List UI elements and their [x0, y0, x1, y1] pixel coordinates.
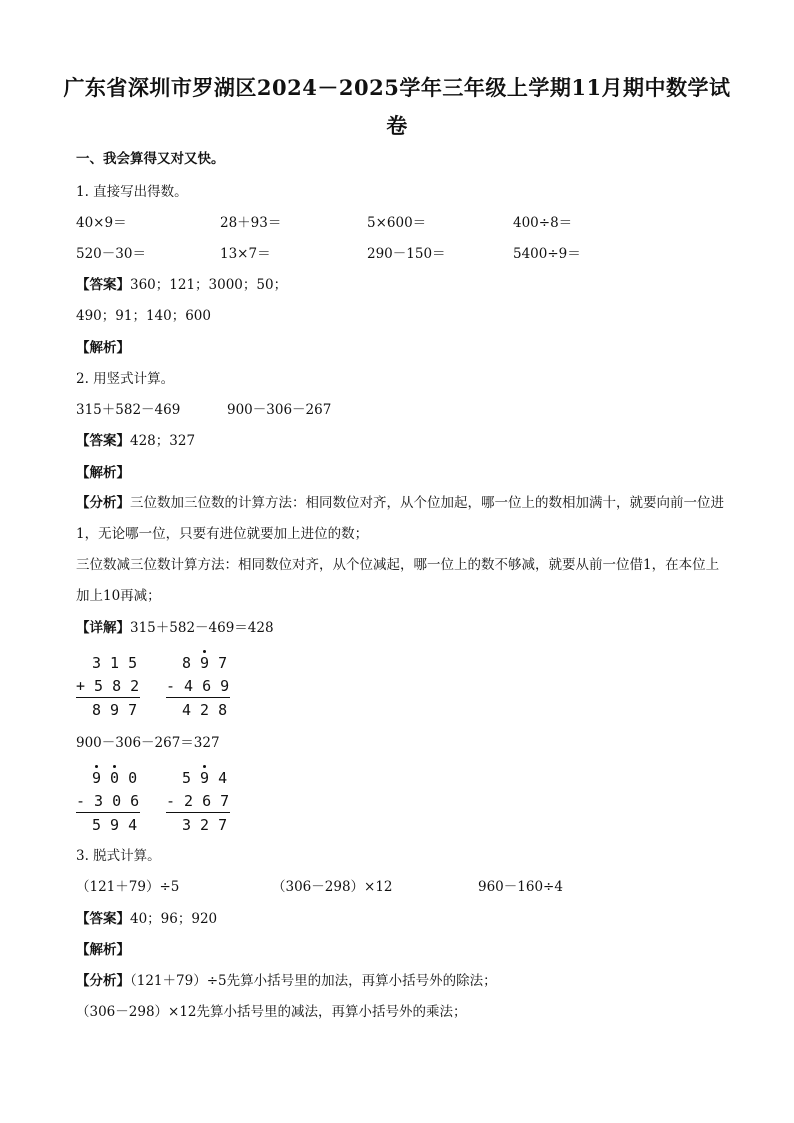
vertical-top-number: 5 9 4 [182, 769, 228, 787]
q1-answer [76, 275, 287, 295]
document-title-line2: 卷 [386, 113, 408, 138]
vertical-calculation [76, 653, 140, 719]
analysis-label: 【分析】 [76, 973, 130, 989]
q1-answer-line2: 490；91；140；600 [76, 308, 211, 324]
q3-expression: （306－298）×12 [272, 879, 393, 895]
vertical-top-number: 8 9 7 [182, 654, 228, 672]
q2-detail-2: 900－306－267＝327 [76, 735, 220, 751]
vertical-top-number: 9 0 0 [92, 769, 138, 787]
question-3-prompt: 3. 脱式计算。 [76, 848, 161, 864]
answer-text: 40；96；920 [130, 911, 218, 927]
vertical-operation-line: + 5 8 2 [76, 677, 140, 695]
q1-item: 5×600＝ [367, 215, 427, 231]
vertical-result: 5 9 4 [92, 816, 138, 834]
q1-item: 13×7＝ [220, 246, 271, 262]
q2-answer [76, 431, 195, 451]
vertical-rule [76, 697, 140, 698]
vertical-result: 4 2 8 [182, 701, 228, 719]
vertical-top-number: 3 1 5 [92, 654, 138, 672]
q1-item: 5400÷9＝ [513, 246, 581, 262]
q2-analysis-text-2: 三位数减三位数计算方法：相同数位对齐，从个位减起，哪一位上的数不够减，就要从前一位借1，在本位上加上10再减； [76, 557, 720, 604]
analysis-text: （121＋79）÷5先算小括号里的加法，再算小括号外的除法； [130, 973, 497, 989]
q3-analysis-line1 [76, 971, 497, 991]
q3-expression: （121＋79）÷5 [76, 879, 180, 895]
q1-item: 400÷8＝ [513, 215, 573, 231]
answer-text: 428；327 [130, 433, 196, 449]
document-title-line1: 广东省深圳市罗湖区2024－2025学年三年级上学期11月期中数学试 [63, 75, 731, 100]
q1-item: 40×9＝ [76, 215, 127, 231]
question-1-prompt: 1. 直接写出得数。 [76, 184, 188, 200]
question-2-prompt: 2. 用竖式计算。 [76, 371, 175, 387]
q1-item: 28＋93＝ [220, 215, 282, 231]
answer-label: 【答案】 [76, 911, 130, 927]
q3-answer [76, 909, 217, 929]
vertical-rule [166, 812, 230, 813]
vertical-calculation [166, 653, 230, 719]
answer-label: 【答案】 [76, 433, 130, 449]
vertical-calculation [76, 768, 140, 834]
q2-analysis-text [76, 488, 724, 550]
answer-text: 360；121；3000；50； [130, 277, 288, 293]
q1-analysis-label: 【解析】 [76, 340, 130, 356]
vertical-rule [166, 697, 230, 698]
vertical-calculation [166, 768, 230, 834]
analysis-label: 【分析】 [76, 495, 130, 511]
vertical-rule [76, 812, 140, 813]
vertical-operation-line: - 4 6 9 [166, 677, 230, 695]
vertical-result: 8 9 7 [92, 701, 138, 719]
section-heading: 一、我会算得又对又快。 [76, 151, 225, 167]
q3-analysis-line2: （306－298）×12先算小括号里的减法，再算小括号外的乘法； [76, 1004, 467, 1020]
q3-analysis-label: 【解析】 [76, 942, 130, 958]
q2-expression: 900－306－267 [227, 402, 332, 418]
analysis-paragraph: 三位数加三位数的计算方法：相同数位对齐，从个位加起，哪一位上的数相加满十，就要向前一位进1，无论哪一位，只要有进位就要加上进位的数； [76, 495, 724, 542]
q2-detail-1 [76, 618, 274, 638]
q3-expression: 960－160÷4 [478, 879, 563, 895]
answer-label: 【答案】 [76, 277, 130, 293]
vertical-result: 3 2 7 [182, 816, 228, 834]
detail-label: 【详解】 [76, 620, 130, 636]
q1-item: 290－150＝ [367, 246, 446, 262]
q2-expression: 315＋582－469 [76, 402, 181, 418]
q2-analysis-label: 【解析】 [76, 465, 130, 481]
detail-equation: 315＋582－469＝428 [130, 620, 274, 636]
vertical-operation-line: - 3 0 6 [76, 792, 140, 810]
vertical-operation-line: - 2 6 7 [166, 792, 230, 810]
q1-item: 520－30＝ [76, 246, 146, 262]
